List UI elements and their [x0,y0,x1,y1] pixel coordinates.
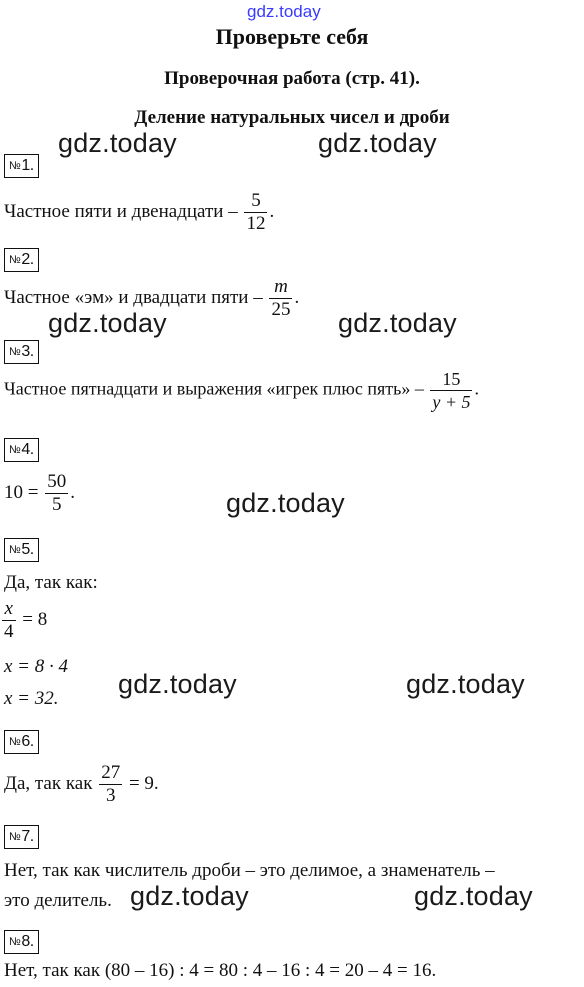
watermark: gdz.today [58,128,177,158]
task-7-answer-line-2: это делитель. [4,890,112,911]
watermark: gdz.today [226,488,345,518]
task-6-answer: Да, так как $\frac{27}{3}$ = 9. [4,762,159,806]
fraction: $\frac{x}{4}$ [4,598,14,642]
fraction: $\frac{50}{5}$ [47,471,67,515]
watermark: gdz.today [48,308,167,338]
task-4-answer: 10 = $\frac{50}{5}$ . [4,471,75,515]
task-number-4: №4. [4,438,39,462]
task-number-6: №6. [4,730,39,754]
task-number-7: №7. [4,825,39,849]
task-5-equation-3: x = 32. [4,688,59,709]
watermark: gdz.today [338,308,457,338]
task-8-answer: Нет, так как (80 – 16) : 4 = 80 : 4 – 16 : 4 = 20 – 4 = 16. [4,960,437,981]
task-5-equation-1: $\frac{x}{4}$ = 8 [4,598,48,642]
task-5-answer: Да, так как: [4,572,98,593]
watermark: gdz.today [118,669,237,699]
watermark-top: gdz.today [247,2,321,21]
watermark: gdz.today [414,881,533,911]
watermark: gdz.today [130,881,249,911]
task-number-1: №1. [4,154,39,178]
task-3-answer: Частное пятнадцати и выражения «игрек плюс пять» – $\frac{15}{y + 5}$ . [4,369,479,412]
fraction: $\frac{5}{12}$ [246,190,266,234]
page-subtitle: Проверочная работа (стр. 41). [164,68,420,89]
task-number-2: №2. [4,248,39,272]
task-number-3: №3. [4,340,39,364]
task-7-answer: Нет, так как числитель дроби – это делимое, а знаменатель – [4,860,495,881]
task-number-5: №5. [4,538,39,562]
watermark: gdz.today [318,128,437,158]
fraction: $\frac{27}{3}$ [101,762,121,806]
fraction: $\frac{m}{25}$ [271,276,291,320]
task-1-answer: Частное пяти и двенадцати – $\frac{5}{12}$ . [4,190,275,234]
watermark: gdz.today [406,669,525,699]
task-5-equation-2: x = 8 · 4 [4,656,69,677]
task-number-8: №8. [4,930,39,954]
fraction: $\frac{15}{y + 5}$ [432,369,471,412]
page-topic: Деление натуральных чисел и дроби [134,107,450,128]
task-2-answer: Частное «эм» и двадцати пяти – $\frac{m}{25}$ . [4,276,300,320]
page-title: Проверьте себя [215,24,369,49]
